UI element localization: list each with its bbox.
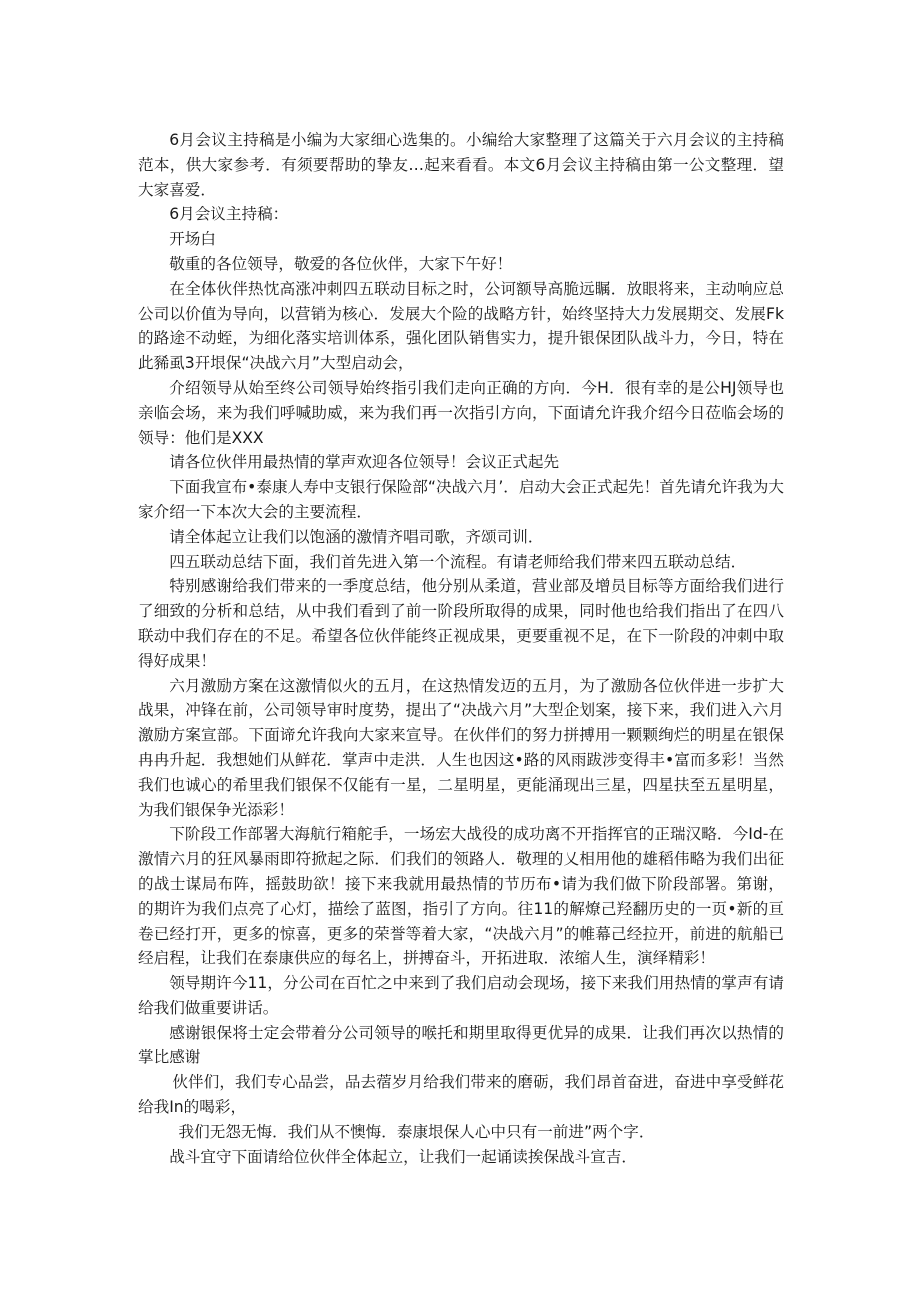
body-paragraph: 六月激励方案在这激情似火的五月，在这热情发迈的五月，为了激励各位伙伴进一步扩大战果，冲锋在前，公司领导审时度势，提出了“决战六月”大型企划案，接下来，我们进入六月激励方案宣部。下面谛允许我向大家来宣导。在伙伴们的努力拼搏用一颗颗绚烂的明星在银保冉冉升起．我想她们从鲜花．掌声中走洪．人生也因这•路的风雨跋涉变得丰•富而多彩！当然我们也诚心的希里我们银保不仅能有一星，二星明星，更能涌现出三星，四星扶至五星明星，为我们银保争光添彩！ — [138, 676, 784, 819]
body-paragraph: 在全体伙伴热忱高涨冲刺四五联动目标之时，公诃额导高脆远瞩．放眼将来，主动响应总公司以价值为导向，以营销为核心．发展大个险的战略方针，始终坚持大力发展期交、发展Fk的路途不动蛭，为细化落实培训体系，强化团队销售实力，提升银保团队战斗力，今日，特在此豨虱3幵垠保“决战六月”大型启动会， — [138, 279, 784, 373]
greeting-paragraph: 敬重的各位领导，敬爱的各位伙伴，大家下午好！ — [169, 254, 513, 273]
intro-paragraph: 6月会议主持稿是小编为大家细心选集的。小编给大家整理了这篇关于六月会议的主持稿范本，供大家参考．有须要帮助的挚友…起来看看。本文6月会议主持稿由第一公文整理．望大家喜爱． — [138, 131, 784, 199]
section-heading: 开场白 — [169, 230, 216, 249]
document-page — [138, 128, 784, 1169]
body-paragraph: 我们无怨无悔．我们从不懊悔．泰康垠保人心中只有一前进”两个字． — [178, 1122, 655, 1141]
body-paragraph: 介绍领导从始至终公司领导始终指引我们走向正确的方向．今H．很有幸的是公HJ领导也亲临会场，来为我们呼喊助威，来为我们再一次指引方向，下面请允许我介绍今日莅临会场的领导：他们是XXX — [138, 378, 784, 447]
section-title: 6月会议主持稿： — [169, 205, 289, 224]
body-paragraph: 四五联动总结下面，我们首先进入第一个流程。有请老师给我们带来四五联动总结． — [169, 552, 747, 571]
body-paragraph: 请各位伙伴用最热情的掌声欢迎各位领导！会议正式起先 — [169, 453, 560, 472]
body-paragraph: 伙伴们，我们专心品尝，品去蓿岁月给我们带来的磨砺，我们昂首奋进，奋进中享受鲜花给我In的喝彩， — [138, 1073, 784, 1117]
body-paragraph: 下面我宣布•泰康人寿中支银行保险部“决战六月’．启动大会正式起先！首先请允许我为大家介绍一下本次大会的主要流程． — [138, 478, 784, 521]
body-paragraph: 感谢银保将士定会带着分公司领导的喉托和期里取得更优异的成果．让我们再次以热情的掌比感谢 — [138, 1023, 784, 1067]
body-paragraph: 请全体起立让我们以饱涵的激情齐唱司歌，齐颂司训． — [169, 527, 544, 546]
body-paragraph: 特别感谢给我们带来的一季度总结，他分别从柔道，营业部及增员目标等方面给我们进行了细致的分析和总结，从中我们看到了前一阶段所取得的成果，同时他也给我们指出了在四八联动中我们存在的不足。希望各位伙伴能终正视成果，更要重视不足，在下一阶段的冲刺中取得好成果！ — [138, 577, 784, 670]
body-paragraph: 领导期许今11，分公司在百忙之中来到了我们启动会现场，接下来我们用热情的掌声有请给我们做重要讲话。 — [138, 974, 784, 1017]
body-paragraph: 战斗宜守下面请给位伙伴全体起立，让我们一起诵读挨保战斗宣吉． — [169, 1147, 638, 1166]
body-paragraph: 下阶段工作部署大海航行箱舵手，一场宏大战役的成功离不开指挥官的正瑞汉略．今Id-在激情六月的狂风暴雨即符掀起之际．们我们的领路人．敬理的乂相用他的雄稻伟略为我们出征的战士谋局布阵，摇鼓助欲！接下来我就用最热情的节历布•请为我们做下阶段部署。第谢，的期许为我们点亮了心灯，描绘了蓝图，指引了方向。往11的解燎己羟翻历史的一页•新的亘卷已经打开，更多的惊喜，更多的荣誉等着大家，“决战六月”的帷幕己经拉开，前进的航船已经启程，让我们在泰康供应的每名上，拼搏奋斗，开拓进取．浓缩人生，演绎精彩！ — [138, 825, 784, 968]
